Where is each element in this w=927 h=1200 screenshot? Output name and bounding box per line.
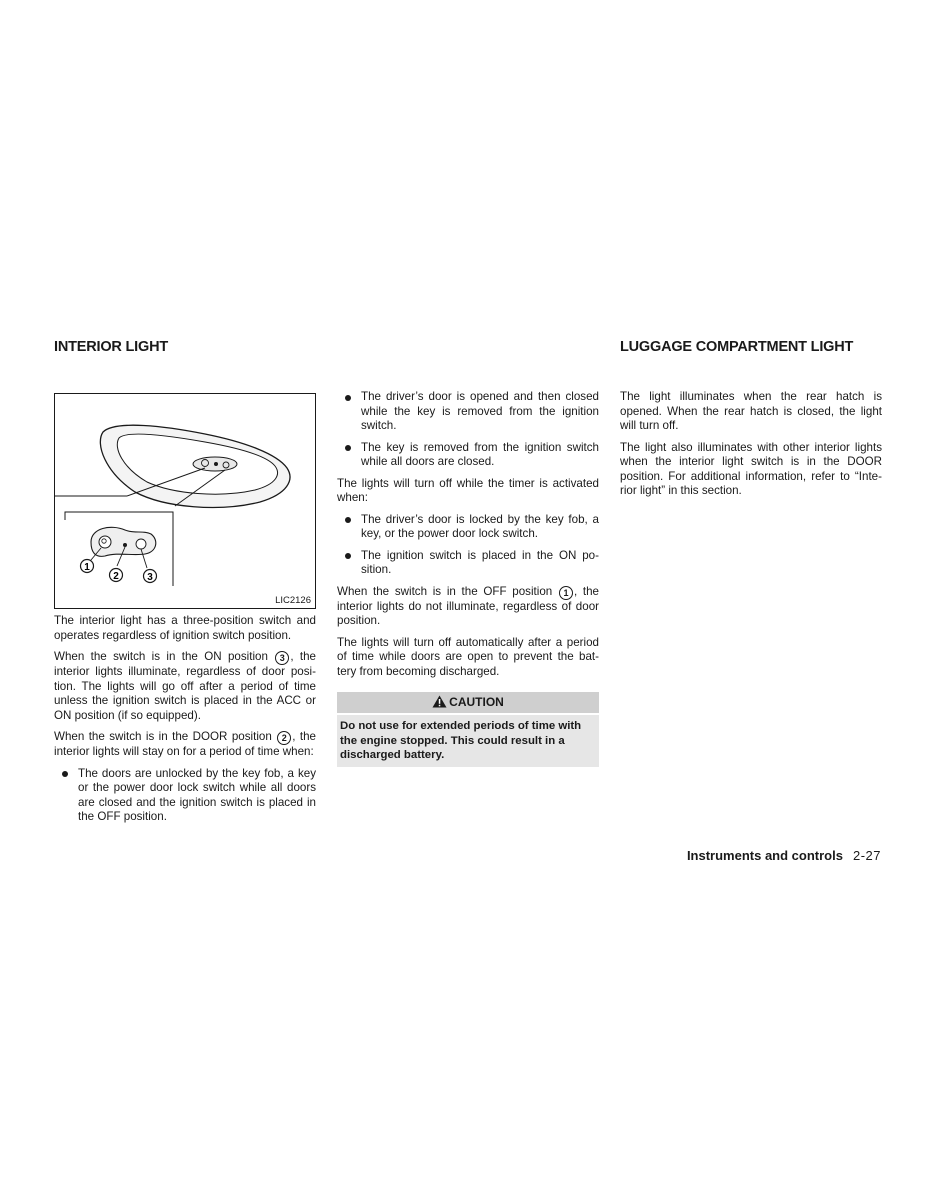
list-item (337, 513, 599, 542)
bullet-icon (62, 771, 68, 777)
warning-triangle-icon (432, 695, 447, 708)
list-item (54, 767, 316, 825)
paragraph (54, 730, 316, 760)
list-item (337, 390, 599, 434)
text-span: When the switch is in the OFF position (337, 584, 553, 598)
bullet-list (337, 513, 599, 578)
callout-1-ref: 1 (559, 586, 573, 600)
page-number: 2-27 (852, 848, 881, 863)
paragraph: The light illuminates when the rear hatch is opened. When the rear hatch is closed, the light will turn off. (620, 390, 882, 433)
section-heading-interior-light: INTERIOR LIGHT (54, 339, 169, 355)
section-heading-luggage-light: LUGGAGE COMPARTMENT LIGHT (620, 339, 854, 355)
callout-2-label: 2 (113, 571, 119, 582)
page-footer (687, 848, 881, 863)
text-span: , the interior lights will stay on for a period of time when: (54, 730, 316, 759)
caution-box (337, 692, 599, 767)
paragraph (54, 650, 316, 723)
bullet-list (54, 767, 316, 825)
column-middle (337, 390, 599, 686)
text-span: The driver’s door is locked by the key fob, a key, or the power door lock switch. (361, 512, 599, 541)
list-item (337, 549, 599, 578)
interior-light-illustration (54, 393, 316, 609)
paragraph (337, 585, 599, 629)
list-item (337, 441, 599, 470)
text-span: The ignition switch is placed in the ON po-sition. (361, 548, 599, 577)
footer-section-title: Instruments and controls (686, 848, 843, 863)
interior-light-drawing (55, 394, 315, 608)
column-luggage-light (620, 390, 882, 506)
paragraph: The light also illuminates with other interior lights when the interior light switch is in the DOOR position. For additional information, refer to “Inte-rior light” in this section. (620, 440, 882, 498)
bullet-icon (345, 553, 351, 559)
paragraph: The interior light has a three-position switch and operates regardless of ignition switch position. (54, 614, 316, 642)
bullet-list (337, 390, 599, 470)
column-interior-light (54, 614, 316, 832)
caution-header (337, 692, 599, 713)
callout-3-label: 3 (147, 572, 153, 583)
callout-2-ref: 2 (277, 731, 291, 745)
text-span: The doors are unlocked by the key fob, a key or the power door lock switch while all doors are closed and the ignition switch is placed in the OFF position. (78, 766, 316, 824)
text-span: , the interior lights do not illuminate, regardless of door position. (337, 584, 599, 628)
paragraph: The lights will turn off automatically after a period of time while doors are open to prevent the bat-tery from becoming discharged. (337, 635, 599, 678)
text-span: When the switch is in the ON position (54, 649, 268, 663)
text-span: The key is removed from the ignition switch while all doors are closed. (361, 440, 599, 469)
figure-code: LIC2126 (275, 595, 311, 606)
caution-title: CAUTION (449, 695, 504, 709)
paragraph: The lights will turn off while the timer is activated when: (337, 476, 599, 505)
text-span: When the switch is in the DOOR position (54, 730, 272, 744)
text-span: The driver’s door is opened and then closed while the key is removed from the ignition switch. (361, 390, 599, 433)
callout-3-ref: 3 (275, 651, 289, 665)
text-span: , the interior lights illuminate, regardless of door posi-tion. The lights will go off after a period of time unless the ignition switch is placed in the ACC or ON position (if so equipped). (54, 649, 317, 722)
bullet-icon (345, 445, 351, 451)
bullet-icon (345, 395, 351, 401)
callout-1-label: 1 (84, 562, 90, 573)
caution-text: Do not use for extended periods of time with the engine stopped. This could result in a discharged battery. (337, 715, 599, 767)
bullet-icon (345, 517, 351, 523)
